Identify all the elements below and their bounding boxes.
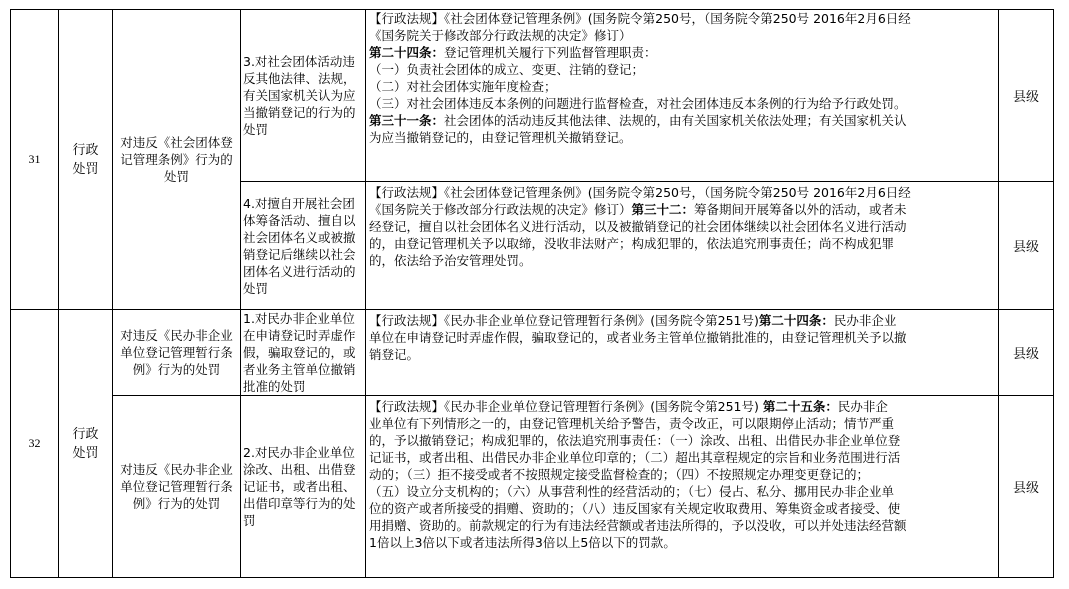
sub-item: 2.对民办非企业单位涂改、出租、出借登记证书，或者出租、出借印章等行为的处罚 <box>241 396 366 578</box>
item-type: 行政处罚 <box>59 10 113 310</box>
sub-item: 3.对社会团体活动违反其他法律、法规，有关国家机关认为应当撤销登记的行为的处罚 <box>241 10 366 182</box>
sub-item: 4.对擅自开展社会团体筹备活动、擅自以社会团体名义或被撤销登记后继续以社会团体名义进行活动的处罚 <box>241 182 366 310</box>
row-number: 31 <box>11 10 59 310</box>
row-number: 32 <box>11 310 59 578</box>
item-name: 对违反《民办非企业单位登记管理暂行条例》行为的处罚 <box>113 396 241 578</box>
item-name: 对违反《民办非企业单位登记管理暂行条例》行为的处罚 <box>113 310 241 396</box>
table-row <box>11 396 1054 578</box>
power-list-table <box>10 9 1054 578</box>
legal-basis: 【行政法规】《民办非企业单位登记管理暂行条例》(国务院令第251号) 第二十五条：民办非企 业单位有下列情形之一的，由登记管理机关给予警告，责令改正，可以限期停止活动；情节严重 的，予以撤销登记；构成犯罪的，依法追究刑事责任：（一）涂改、出租、出借民办非企业单位登 记证书，或者出租、出借民办非企业单位印章的；（二）超出其章程规定的宗旨和业务范围进行活 动的；（三）拒不接受或者不按照规定接受监督检查的；（四）不按照规定办理变更登记的； （五）设立分支机构的；（六）从事营利性的经营活动的；（七）侵占、私分、挪用民办非企业单 位的资产或者所接受的捐赠、资助的；（八）违反国家有关规定收取费用、筹集资金或者接受、使 用捐赠、资助的。前款规定的行为有违法经营额或者违法所得的，予以没收，可以并处违法经营额 1倍以上3倍以下或者违法所得3倍以上5倍以下的罚款。 <box>366 396 999 578</box>
table-row <box>11 10 1054 182</box>
item-type: 行政处罚 <box>59 310 113 578</box>
table-row <box>11 310 1054 396</box>
jurisdiction-level: 县级 <box>999 310 1054 396</box>
jurisdiction-level: 县级 <box>999 10 1054 182</box>
legal-basis: 【行政法规】《社会团体登记管理条例》(国务院令第250号，（国务院令第250号 2016年2月6日经 《国务院关于修改部分行政法规的决定》修订）第三十二：筹备期间开展筹备以外的活动，或者未 经登记，擅自以社会团体名义进行活动，以及被撤销登记的社会团体继续以社会团体名义进行活动 的，由登记管理机关予以取缔，没收非法财产；构成犯罪的，依法追究刑事责任；尚不构成犯罪 的，依法给予治安管理处罚。 <box>366 182 999 310</box>
jurisdiction-level: 县级 <box>999 182 1054 310</box>
jurisdiction-level: 县级 <box>999 396 1054 578</box>
item-name: 对违反《社会团体登记管理条例》行为的处罚 <box>113 10 241 310</box>
legal-basis: 【行政法规】《民办非企业单位登记管理暂行条例》(国务院令第251号)第二十四条：民办非企业 单位在申请登记时弄虚作假，骗取登记的，或者业务主管单位撤销批准的，由登记管理机关予以撤 销登记。 <box>366 310 999 396</box>
sub-item: 1.对民办非企业单位在申请登记时弄虚作假，骗取登记的，或者业务主管单位撤销批准的处罚 <box>241 310 366 396</box>
legal-basis: 【行政法规】《社会团体登记管理条例》(国务院令第250号，（国务院令第250号 2016年2月6日经 《国务院关于修改部分行政法规的决定》修订） 第二十四条：登记管理机关履行下列监督管理职责： （一）负责社会团体的成立、变更、注销的登记； （二）对社会团体实施年度检查； （三）对社会团体违反本条例的问题进行监督检查，对社会团体违反本条例的行为给予行政处罚。 第三十一条：社会团体的活动违反其他法律、法规的，由有关国家机关依法处理；有关国家机关认 为应当撤销登记的，由登记管理机关撤销登记。 <box>366 10 999 182</box>
